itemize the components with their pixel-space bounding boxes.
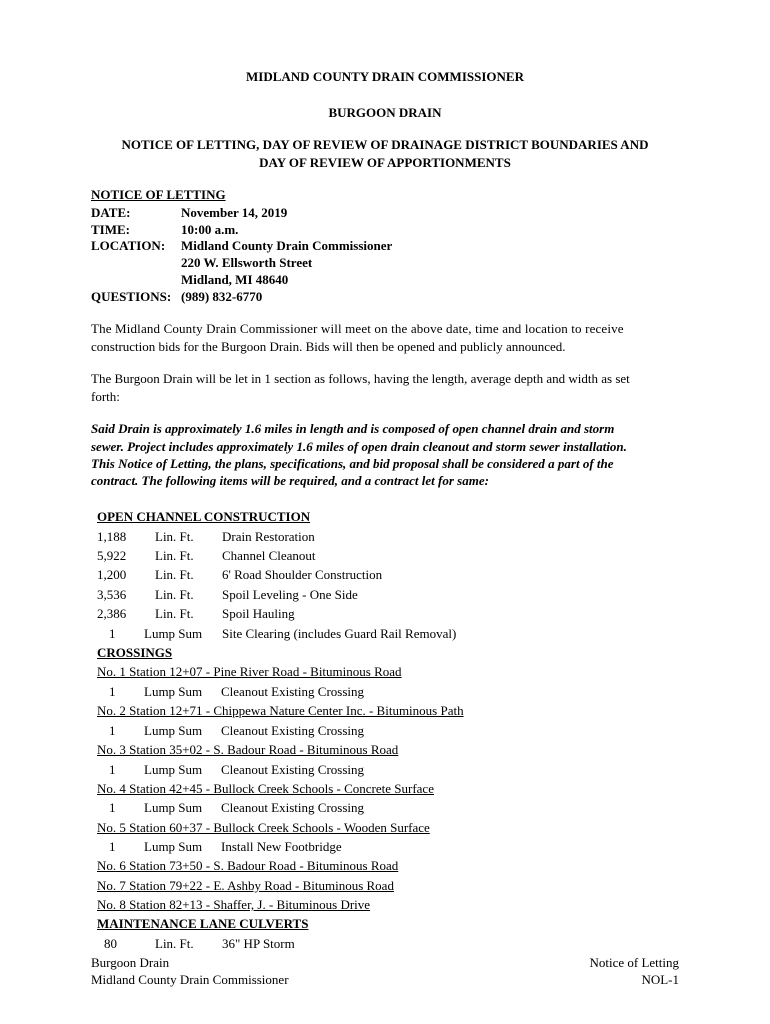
location-line3: Midland, MI 48640: [181, 272, 289, 287]
crossing-6-title: No. 6 Station 73+50 - S. Badour Road - Bituminous Road: [97, 858, 399, 873]
item-unit: Lump Sum: [144, 684, 203, 699]
item-qty: 1,200: [97, 567, 127, 582]
item-qty: 2,386: [97, 606, 127, 621]
item-unit: Lin. Ft.: [155, 529, 194, 544]
crossing-8-title: No. 8 Station 82+13 - Shaffer, J. - Bituminous Drive: [97, 897, 371, 912]
letting-heading: NOTICE OF LETTING: [91, 187, 226, 202]
item-qty: 1: [109, 684, 116, 699]
footer-left-line2: Midland County Drain Commissioner: [91, 972, 289, 987]
item-qty: 1: [109, 723, 116, 738]
date-label: DATE:: [91, 205, 131, 220]
crossing-3-title: No. 3 Station 35+02 - S. Badour Road - Bituminous Road: [97, 742, 399, 757]
item-qty: 80: [104, 936, 117, 951]
item-desc: 6' Road Shoulder Construction: [222, 567, 383, 582]
crossing-7-title: No. 7 Station 79+22 - E. Ashby Road - Bituminous Road: [97, 878, 394, 893]
item-unit: Lin. Ft.: [155, 587, 194, 602]
open-channel-heading: OPEN CHANNEL CONSTRUCTION: [97, 509, 311, 524]
crossings-heading: CROSSINGS: [97, 645, 173, 660]
item-unit: Lump Sum: [144, 800, 203, 815]
maintenance-heading: MAINTENANCE LANE CULVERTS: [97, 916, 309, 931]
item-qty: 1: [109, 626, 116, 641]
item-unit: Lin. Ft.: [155, 936, 194, 951]
item-unit: Lin. Ft.: [155, 606, 194, 621]
paragraph-3-line2: sewer. Project includes approximately 1.6 miles of open drain cleanout and storm sewer installation.: [91, 439, 627, 454]
time-value: 10:00 a.m.: [181, 222, 239, 237]
footer-page-number: NOL-1: [641, 972, 679, 987]
item-qty: 5,922: [97, 548, 127, 563]
crossing-1-title: No. 1 Station 12+07 - Pine River Road - Bituminous Road: [97, 664, 402, 679]
item-unit: Lump Sum: [144, 762, 203, 777]
item-qty: 3,536: [97, 587, 127, 602]
paragraph-1-line1: The Midland County Drain Commissioner will meet on the above date, time and location to receive: [91, 321, 624, 336]
paragraph-3-line3: This Notice of Letting, the plans, specifications, and bid proposal shall be considered a part of the: [91, 456, 614, 471]
item-desc: Site Clearing (includes Guard Rail Removal): [222, 626, 457, 641]
questions-label: QUESTIONS:: [91, 289, 172, 304]
footer-right-line1: Notice of Letting: [589, 955, 679, 970]
time-label: TIME:: [91, 222, 130, 237]
crossing-2-title: No. 2 Station 12+71 - Chippewa Nature Center Inc. - Bituminous Path: [97, 703, 464, 718]
item-qty: 1: [109, 762, 116, 777]
item-desc: Cleanout Existing Crossing: [221, 723, 364, 738]
item-desc: Install New Footbridge: [221, 839, 342, 854]
item-desc: Cleanout Existing Crossing: [221, 684, 364, 699]
item-unit: Lump Sum: [144, 723, 203, 738]
paragraph-3-line4: contract. The following items will be required, and a contract let for same:: [91, 473, 489, 488]
questions-phone: (989) 832-6770: [181, 289, 263, 304]
crossing-4-title: No. 4 Station 42+45 - Bullock Creek Schools - Concrete Surface: [97, 781, 434, 796]
notice-title-line1: NOTICE OF LETTING, DAY OF REVIEW OF DRAINAGE DISTRICT BOUNDARIES AND: [121, 137, 649, 152]
item-qty: 1,188: [97, 529, 127, 544]
location-line2: 220 W. Ellsworth Street: [181, 255, 313, 270]
item-qty: 1: [109, 839, 116, 854]
item-desc: 36" HP Storm: [222, 936, 295, 951]
item-desc: Cleanout Existing Crossing: [221, 800, 364, 815]
item-qty: 1: [109, 800, 116, 815]
item-desc: Cleanout Existing Crossing: [221, 762, 364, 777]
crossing-5-title: No. 5 Station 60+37 - Bullock Creek Schools - Wooden Surface: [97, 820, 430, 835]
item-unit: Lump Sum: [144, 839, 203, 854]
drain-name-heading: BURGOON DRAIN: [328, 105, 442, 120]
paragraph-2-line1: The Burgoon Drain will be let in 1 section as follows, having the length, average depth and width as set: [91, 371, 630, 386]
item-unit: Lin. Ft.: [155, 567, 194, 582]
footer-left-line1: Burgoon Drain: [91, 955, 170, 970]
paragraph-2-line2: forth:: [91, 389, 120, 404]
paragraph-3-line1: Said Drain is approximately 1.6 miles in length and is composed of open channel drain and storm: [91, 421, 615, 436]
item-unit: Lump Sum: [144, 626, 203, 641]
item-desc: Spoil Hauling: [222, 606, 295, 621]
item-desc: Spoil Leveling - One Side: [222, 587, 358, 602]
paragraph-1-line2: construction bids for the Burgoon Drain. Bids will then be opened and publicly announced.: [91, 339, 566, 354]
item-desc: Channel Cleanout: [222, 548, 316, 563]
header-title: MIDLAND COUNTY DRAIN COMMISSIONER: [246, 69, 524, 84]
item-unit: Lin. Ft.: [155, 548, 194, 563]
date-value: November 14, 2019: [181, 205, 288, 220]
location-label: LOCATION:: [91, 238, 166, 253]
notice-title-line2: DAY OF REVIEW OF APPORTIONMENTS: [259, 155, 511, 170]
item-desc: Drain Restoration: [222, 529, 315, 544]
location-line1: Midland County Drain Commissioner: [181, 238, 393, 253]
